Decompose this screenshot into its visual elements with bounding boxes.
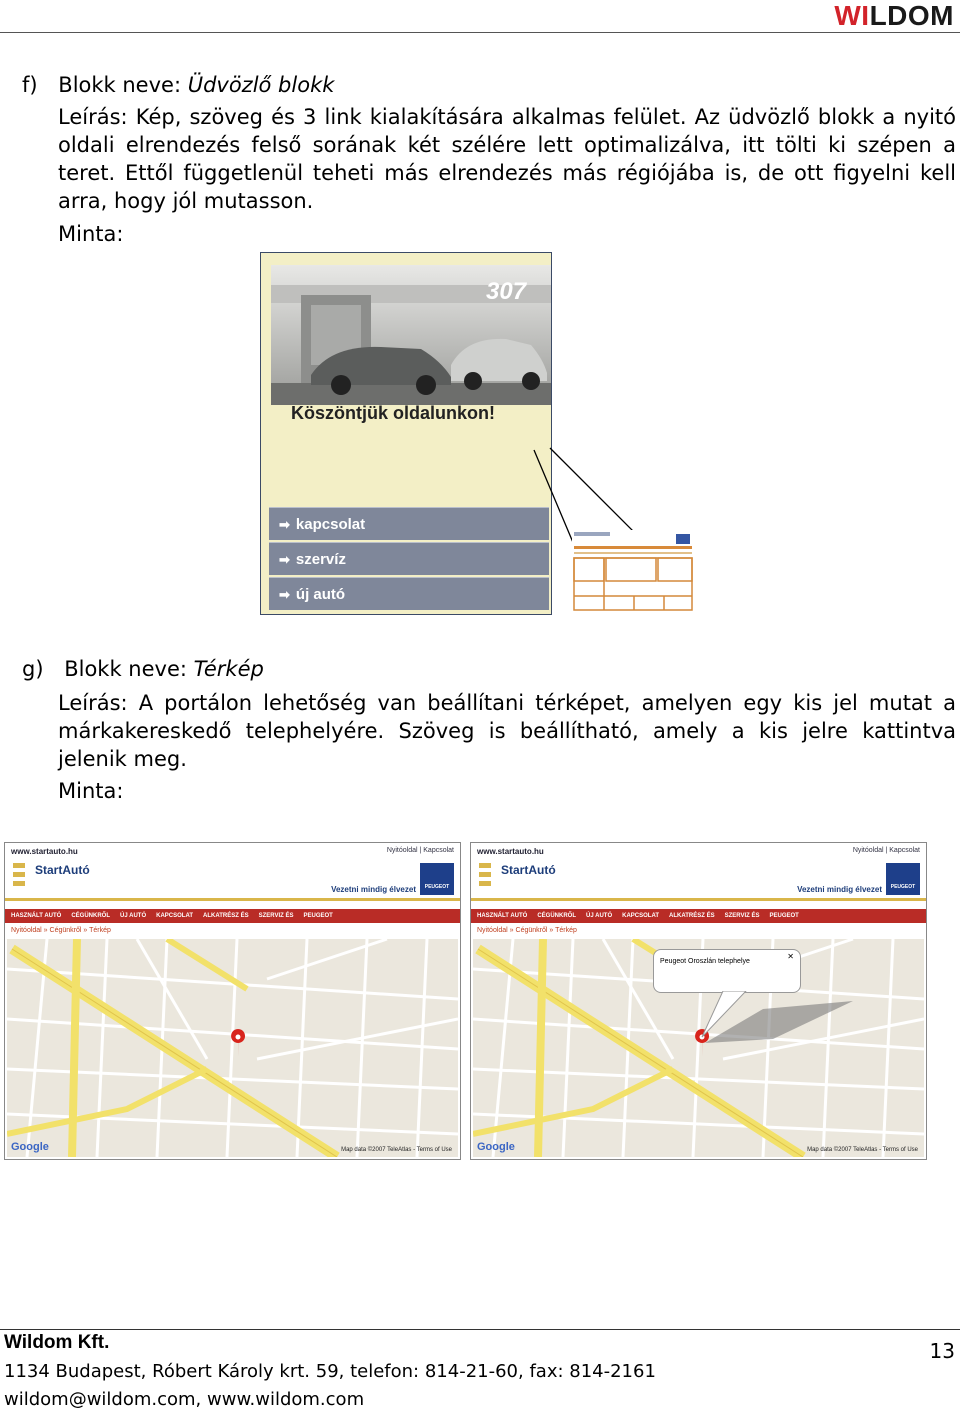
map-brand: StartAutó <box>35 863 90 877</box>
section-g-sample-label: Minta: <box>58 779 124 803</box>
section-f-sample-label: Minta: <box>58 222 124 246</box>
nav-item[interactable]: ÚJ AUTÓ <box>586 913 613 919</box>
map-url: www.startauto.hu <box>477 847 544 856</box>
map-nav <box>5 909 460 923</box>
nav-item[interactable]: CÉGÜNKRŐL <box>537 913 576 919</box>
nav-item[interactable]: CÉGÜNKRŐL <box>71 913 110 919</box>
breadcrumb[interactable]: Nyitóoldal » Cégünkről » Térkép <box>11 927 111 934</box>
nav-item[interactable]: ALKATRÉSZ ÉS <box>669 913 715 919</box>
link-uj-auto[interactable] <box>269 577 549 610</box>
link-label: szervíz <box>295 551 346 568</box>
footer-contact: wildom@wildom.com, www.wildom.com <box>4 1389 365 1410</box>
nav-item[interactable]: HASZNÁLT AUTÓ <box>477 913 528 919</box>
nav-item[interactable]: KAPCSOLAT <box>622 913 660 919</box>
peugeot-logo: PEUGEOT <box>420 863 454 895</box>
nav-item[interactable]: SZERVIZ ÉS <box>258 913 294 919</box>
section-g-description: Leírás: A portálon lehetőség van beállítani térképet, amelyen egy kis jel mutat a márkakereskedő telephelyére. Szöveg is beállítható, amely a kis jelre kattintva jelenik meg. <box>58 691 956 771</box>
arrow-right-icon: ➡ <box>279 552 290 567</box>
welcome-block-sample <box>260 252 552 615</box>
section-f-marker: f) <box>22 73 38 97</box>
footer-rule <box>0 1329 960 1330</box>
link-szerviz[interactable] <box>269 542 549 575</box>
map-area[interactable] <box>7 939 458 1157</box>
section-g-marker: g) <box>22 657 44 681</box>
logo-part-wi: WI <box>834 0 870 31</box>
section-g-heading <box>22 656 264 683</box>
google-logo: Google <box>477 1141 515 1153</box>
menu-bars-icon <box>479 861 493 891</box>
footer-company: Wildom Kft. <box>4 1332 110 1353</box>
map-url: www.startauto.hu <box>11 847 78 856</box>
section-f-name: Üdvözlő blokk <box>187 73 335 97</box>
section-f-description: Leírás: Kép, szöveg és 3 link kialakítására alkalmas felület. Az üdvözlő blokk a nyitó oldali elrendezés felső sorának két szélére lett optimalizálva, itt tölti ki szépen a teret. Ettől függetlenül teheti más elrendezés más régiójába is, de ott figyelni kell arra, hogy jól mutasson. <box>58 105 956 213</box>
nav-item[interactable]: KAPCSOLAT <box>156 913 194 919</box>
photo-caption: 307 <box>486 278 527 305</box>
popup-tail <box>698 991 758 1041</box>
map-copyright: Map data ©2007 TeleAtlas - Terms of Use <box>341 1147 452 1153</box>
section-f-name-prefix: Blokk neve: <box>58 73 188 97</box>
nav-item[interactable]: PEUGEOT <box>769 913 799 919</box>
car-photo <box>271 265 551 405</box>
header-rule <box>0 32 960 33</box>
info-popup[interactable] <box>653 949 801 993</box>
section-g-name-prefix: Blokk neve: <box>64 657 194 681</box>
gold-rule <box>5 898 460 901</box>
map-screenshot-2 <box>470 842 927 1160</box>
popup-text: Peugeot Oroszlán telephelye <box>660 958 750 965</box>
page-number: 13 <box>929 1339 955 1363</box>
footer-address: 1134 Budapest, Róbert Károly krt. 59, telefon: 814-21-60, fax: 814-2161 <box>4 1361 656 1382</box>
map-top-links[interactable]: Nyitóoldal | Kapcsolat <box>852 847 920 854</box>
nav-item[interactable]: ÚJ AUTÓ <box>120 913 147 919</box>
map-screenshot-1 <box>4 842 461 1160</box>
nav-item[interactable]: PEUGEOT <box>303 913 333 919</box>
nav-item[interactable]: SZERVIZ ÉS <box>724 913 760 919</box>
logo-part-ldom: LDOM <box>869 0 954 31</box>
section-g-name: Térkép <box>193 657 264 681</box>
map-brand: StartAutó <box>501 863 556 877</box>
nav-item[interactable]: ALKATRÉSZ ÉS <box>203 913 249 919</box>
layout-thumbnail <box>572 530 694 612</box>
arrow-right-icon: ➡ <box>279 587 290 602</box>
breadcrumb[interactable]: Nyitóoldal » Cégünkről » Térkép <box>477 927 577 934</box>
map-area[interactable] <box>473 939 924 1157</box>
map-top-links[interactable]: Nyitóoldal | Kapcsolat <box>386 847 454 854</box>
peugeot-logo: PEUGEOT <box>886 863 920 895</box>
map-copyright: Map data ©2007 TeleAtlas - Terms of Use <box>807 1147 918 1153</box>
link-label: új autó <box>295 586 346 603</box>
link-label: kapcsolat <box>295 516 366 533</box>
menu-bars-icon <box>13 861 27 891</box>
gold-rule <box>471 898 926 901</box>
link-kapcsolat[interactable] <box>269 507 549 540</box>
wildom-logo <box>834 0 954 32</box>
map-slogan: Vezetni mindig élvezet <box>797 885 882 894</box>
map-nav <box>471 909 926 923</box>
google-logo: Google <box>11 1141 49 1153</box>
arrow-right-icon: ➡ <box>279 517 290 532</box>
map-slogan: Vezetni mindig élvezet <box>331 885 416 894</box>
section-f-heading <box>22 72 334 99</box>
welcome-title: Köszöntjük oldalunkon! <box>291 403 495 423</box>
nav-item[interactable]: HASZNÁLT AUTÓ <box>11 913 62 919</box>
close-icon[interactable]: ✕ <box>787 952 794 961</box>
